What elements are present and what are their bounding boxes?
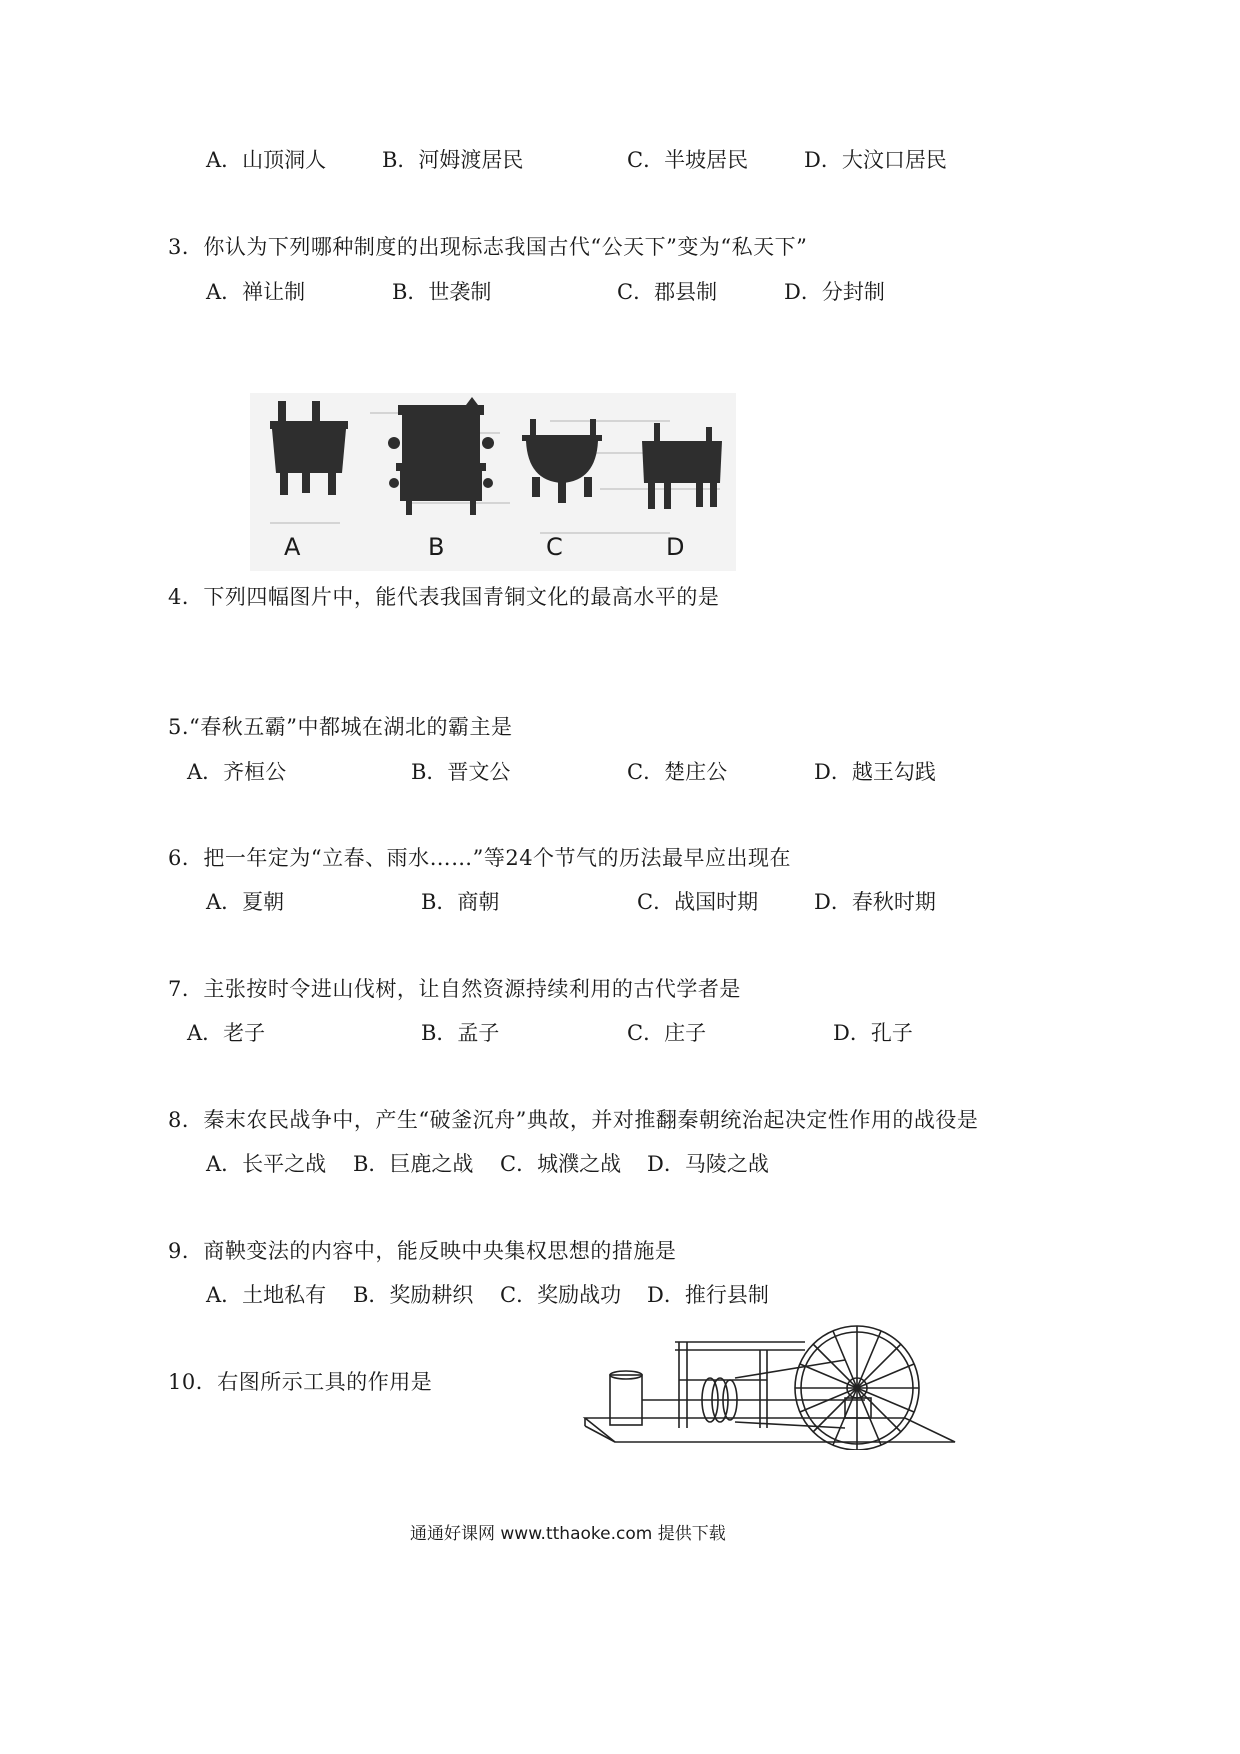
q4-stem: 4．下列四幅图片中，能代表我国青铜文化的最高水平的是 [168,585,720,609]
vessel-b-icon [388,397,494,515]
q10-stem: 10．右图所示工具的作用是 [168,1370,433,1394]
q5-option-a: A．齐桓公 [187,760,287,784]
q8-option-c: C．城濮之战 [500,1152,622,1176]
spinning-wheel-image [575,1320,965,1450]
q3-option-b: B．世袭制 [392,280,492,304]
footer-source: 通通好课网 www.tthaoke.com 提供下载 [410,1524,726,1544]
q6-stem: 6．把一年定为“立春、雨水……”等24个节气的历法最早应出现在 [168,846,792,870]
q8-option-b: B．巨鹿之战 [353,1152,474,1176]
q7-option-b: B．孟子 [421,1021,500,1045]
bronze-vessels-image [250,393,736,571]
q9-option-d: D．推行县制 [647,1283,769,1307]
vessel-label-c: C [546,533,563,561]
q2-option-b: B．河姆渡居民 [382,148,524,172]
q2-option-d: D．大汶口居民 [804,148,947,172]
q9-option-c: C．奖励战功 [500,1283,622,1307]
q7-option-c: C．庄子 [627,1021,707,1045]
q2-option-a: A．山顶洞人 [206,148,327,172]
q6-option-b: B．商朝 [421,890,500,914]
q8-stem: 8．秦末农民战争中，产生“破釜沉舟”典故，并对推翻秦朝统治起决定性作用的战役是 [168,1108,979,1132]
q2-option-c: C．半坡居民 [627,148,749,172]
q8-option-d: D．马陵之战 [647,1152,769,1176]
vessel-label-d: D [666,533,685,561]
q3-stem: 3．你认为下列哪种制度的出现标志我国古代“公天下”变为“私天下” [168,235,808,259]
q9-stem: 9．商鞅变法的内容中，能反映中央集权思想的措施是 [168,1239,677,1263]
q7-stem: 7．主张按时令进山伐树，让自然资源持续利用的古代学者是 [168,977,741,1001]
q5-option-c: C．楚庄公 [627,760,728,784]
q5-option-d: D．越王勾践 [814,760,936,784]
q5-option-b: B．晋文公 [411,760,511,784]
q6-option-a: A．夏朝 [206,890,285,914]
q8-option-a: A．长平之战 [206,1152,327,1176]
q3-option-c: C．郡县制 [617,280,718,304]
q3-option-a: A．禅让制 [206,280,306,304]
q7-option-a: A．老子 [187,1021,266,1045]
vessel-label-a: A [284,533,301,561]
q7-option-d: D．孔子 [833,1021,913,1045]
q9-option-b: B．奖励耕织 [353,1283,474,1307]
q6-option-d: D．春秋时期 [814,890,936,914]
q5-stem: 5.“春秋五霸”中都城在湖北的霸主是 [168,715,513,739]
q3-option-d: D．分封制 [784,280,885,304]
q9-option-a: A．土地私有 [206,1283,327,1307]
spinning-wheel-icon [575,1320,965,1450]
q6-option-c: C．战国时期 [637,890,759,914]
vessel-label-b: B [428,533,445,561]
bronze-vessels-illustration [250,393,736,571]
